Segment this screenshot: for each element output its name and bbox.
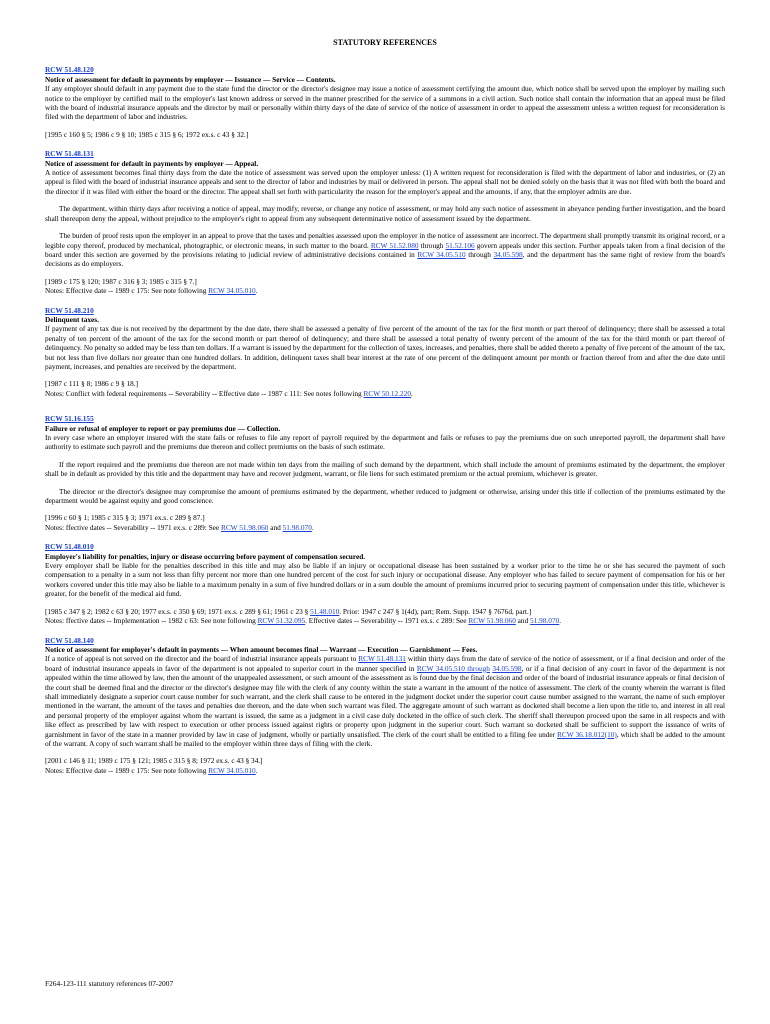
- notes-text: Notes: ffective dates -- Severability -- 1971 ex.s. c 289: See: [45, 522, 221, 532]
- notes-text: .: [255, 765, 258, 775]
- paragraph-text: , or if a final decision of any court in favor of the department is not appealed within the time allowed by law, then the amount of the unappealed assessment, or such amount of the assessment as is found due by the final decision and order of the board of industrial insurance appeals or final decision of the court shall be deemed final and the director or the director's designee may file with the clerk of any county within the state a warrant in the amount of the notice of assessment. The clerk of the county wherein the warrant is filed shall immediately designate a superior court cause number for such warrant, and the clerk shall cause to be entered in the judgment docket under the superior court cause number assigned to the warrant, the name of such employer mentioned in the warrant, the amount of the taxes and penalties due thereon, and the date when such warrant was filed. The aggregate amount of such warrant as docketed shall become a lien upon the title to, and interest in all real and personal property of the employer against whom the warrant is issued, the same as a judgment in a civil case duly docketed in the office of such clerk. The sheriff shall thereupon proceed upon the same in all respects and with like effect as prescribed by law with respect to execution or other process issued against rights or property upon judgment in the superior court. Such warrant so docketed shall be sufficient to support the issuance of writs of garnishment in favor of the state in a manner provided by law in case of judgment, wholly or partially unsatisfied. The clerk of the court shall be entitled to a filing fee under: [45, 663, 725, 739]
- notes-text: and: [268, 522, 283, 532]
- notes-text: . Effective dates -- Severability -- 1971 ex.s. c 289: See: [305, 616, 469, 626]
- rcw-link[interactable]: 51.48.010: [310, 606, 340, 616]
- section-paragraph: In every case where an employer insured with the state fails or refuses to file any report of payroll required by the department and fails or refuses to pay the premiums due on such unreported payroll, the department shall have authority to estimate such payroll and the premiums due thereon and collect premiums on the basis of such estimate.: [45, 433, 725, 452]
- history-note: [1996 c 60 § 1; 1985 c 315 § 3; 1971 ex.s. c 289 § 87.]: [45, 513, 205, 523]
- section-paragraph: The department, within thirty days after receiving a notice of appeal, may modify, reverse, or change any notice of assessment, or may hold any such notice of assessment in abeyance pending further investigation, and the board shall thereupon deny the appeal, without prejudice to the employer's right to appeal from any subsequent determinative notice of assessment issued by the department.: [45, 204, 725, 223]
- rcw-link[interactable]: RCW 51.16.155: [45, 414, 94, 424]
- section-paragraph: A notice of assessment becomes final thirty days from the date the notice of assessment was served upon the employer unless: (1) A written request for reconsideration is filed with the department of labor and industries, or (2) an appeal is filed with the board of industrial insurance appeals and sent to the director of labor and industries by mail or delivered in person. The appeal shall not be denied solely on the basis that it was not filed with both the board and the director if it was filed with either the board or the director. The appeal shall set forth with particularity the reason for the employer's appeal and the amounts, if any, that the employer admits are due.: [45, 168, 725, 196]
- section-paragraph: If the report required and the premiums due thereon are not made within ten days from the mailing of such demand by the department, which shall include the amount of premiums estimated by the department, the employer shall be in default as provided by this title and the department may have and recover judgment, warrant, or file liens for such estimated premium or the actual premium, whichever is greater.: [45, 459, 725, 479]
- notes-line: [45, 523, 725, 532]
- rcw-link[interactable]: 34.05.598: [492, 663, 522, 673]
- notes-text: .: [255, 286, 258, 296]
- rcw-link[interactable]: RCW 51.48.010: [45, 542, 94, 552]
- paragraph-text: within thirty days from the date of service of the notice of assessment, or if a final decision and order of the board of industrial insurance appeals in favor of the department is not appealed to superior court in the manner specified in: [45, 654, 725, 673]
- notes-text: Notes: Conflict with federal requirements -- Severability -- Effective date -- 1987 c 111: See notes following: [45, 388, 364, 398]
- section-paragraph: [45, 654, 725, 748]
- notes-text: Notes: Effective date -- 1989 c 175: See note following: [45, 765, 209, 775]
- section-rcw-51-48-010: [45, 542, 725, 625]
- section-rcw-51-48-140: [45, 636, 725, 776]
- history-note: [1989 c 175 § 120; 1987 c 316 § 3; 1985 c 315 § 7.]: [45, 276, 197, 286]
- section-rcw-51-48-131: [45, 149, 725, 295]
- notes-text: and: [515, 616, 531, 626]
- history-text: [1985 c 347 § 2; 1982 c 63 § 20; 1977 ex.s. c 350 § 69; 1971 ex.s. c 289 § 61; 1961 c 23 §: [45, 606, 311, 616]
- paragraph-text: through: [418, 240, 446, 250]
- paragraph-text: If a notice of appeal is not served on the director and the board of industrial insurance appeals pursuant to: [45, 654, 359, 664]
- page-footer: F264-123-111 statutory references 07-2007: [45, 979, 174, 988]
- history-note: [2001 c 146 § 11; 1989 c 175 § 121; 1985 c 315 § 8; 1972 ex.s. c 43 § 34.]: [45, 756, 263, 766]
- rcw-link[interactable]: RCW 34.05.010: [208, 765, 256, 775]
- section-paragraph: If payment of any tax due is not received by the department by the due date, there shall be assessed a penalty of five percent of the amount of the tax for the first month or part thereof of delinquency; there shall be assessed a total penalty of ten percent of the amount of the tax for the second month or part thereof of delinquency; and there shall be assessed a total penalty of twenty percent of the amount of the tax for the third month or part thereof of delinquency. No penalty so added may be less than ten dollars. If a warrant is issued by the department for the collection of taxes, increases, and penalties, there shall be added thereto a penalty of five percent of the amount of the tax, but not less than five dollars nor greater than one hundred dollars. In addition, delinquent taxes shall bear interest at the rate of one percent of the delinquent amount per month or fraction thereof from and after the due date until payment, increases, and penalties are received by the department.: [45, 324, 725, 371]
- rcw-link[interactable]: RCW 51.52.080: [370, 240, 419, 250]
- notes-text: .: [311, 522, 314, 532]
- section-paragraph: If any employer should default in any payment due to the state fund the director or the director's designee may issue a notice of assessment certifying the amount due, which notice shall be served upon the employer by mailing such notice to the employer by certified mail to the employer's last known address or served in the manner prescribed for the service of a summons in a civil action. Such notice shall contain the information that an appeal must be filed with the board of industrial insurance appeals and the director by mail or personally within thirty days of the date of service of the notice of assessment in order to appeal the assessment unless a written request for reconsideration is filed with the department of labor and industries.: [45, 84, 725, 122]
- rcw-link[interactable]: RCW 51.98.060: [220, 522, 269, 532]
- rcw-link[interactable]: 51.52.106: [445, 240, 475, 250]
- rcw-link[interactable]: RCW 51.32.095: [257, 616, 306, 626]
- section-paragraph: [45, 231, 725, 269]
- rcw-link[interactable]: 51.98.070: [530, 616, 560, 626]
- notes-line: [45, 286, 725, 295]
- paragraph-text: through: [465, 249, 494, 259]
- paragraph-text: The burden of proof rests upon the employer in an appeal to prove that the taxes and penalties assessed upon the employer in the notice of assessment are incorrect. The department shall promptly transmit its original record, or a legible copy thereof, produced by mechanical, photographic, or electronic means, in such matter to the board.: [45, 231, 725, 250]
- section-rcw-51-48-210: [45, 306, 725, 399]
- section-title: Notice of assessment for default in payments by employer — Issuance — Service — Contents.: [45, 74, 336, 84]
- page-title: STATUTORY REFERENCES: [333, 38, 437, 47]
- section-rcw-51-48-120: [45, 65, 725, 139]
- rcw-link[interactable]: RCW 51.98.060: [468, 616, 516, 626]
- notes-text: .: [559, 616, 562, 626]
- rcw-link[interactable]: RCW 34.05.510 through: [416, 663, 490, 673]
- paragraph-text: , which shall be added to the amount of the warrant. A copy of such warrant shall be mailed to the employer within three days of filing with the clerk.: [45, 729, 725, 748]
- rcw-link[interactable]: 51.98.070: [282, 522, 312, 532]
- notes-text: Notes: ffective dates -- Implementation -- 1982 c 63: See note following: [45, 616, 258, 626]
- rcw-link[interactable]: RCW 34.05.510: [417, 249, 466, 259]
- history-note: [45, 607, 725, 616]
- rcw-link[interactable]: RCW 50.12.220: [363, 388, 411, 398]
- section-title: Failure or refusal of employer to report or pay premiums due — Collection.: [45, 423, 281, 433]
- history-text: . Prior: 1947 c 247 § 1(4d), part; Rem. Supp. 1947 § 7676d, part.]: [339, 606, 532, 616]
- rcw-link[interactable]: RCW 51.48.120: [45, 65, 94, 75]
- notes-line: [45, 766, 725, 775]
- rcw-link[interactable]: RCW 36.18.012(10): [557, 729, 617, 739]
- rcw-link[interactable]: RCW 51.48.140: [45, 635, 94, 645]
- section-title: Employer's liability for penalties, injury or disease occurring before payment of compensation secured.: [45, 551, 366, 561]
- section-title: Delinquent taxes.: [45, 314, 99, 324]
- section-paragraph: Every employer shall be liable for the penalties described in this title and may also be liable if an injury or occupational disease has been sustained by a worker prior to the time he or she has secured the payment of such compensation to a penalty in a sum not less than fifty percent nor more than one hundred percent of the cost for such injury or occupational disease. Any employer who has failed to secure payment of compensation for his or her workers covered under this title may also be liable to a maximum penalty in a sum of five hundred dollars or in a sum double the amount of premiums incurred prior to securing payment of compensation under this title, whichever is greater, for the benefit of the medical aid fund.: [45, 561, 725, 599]
- section-title: Notice of assessment for default in payments by employer — Appeal.: [45, 158, 259, 168]
- paragraph-text: , and the department has the same right of review from the board's decisions as do employers.: [45, 249, 725, 269]
- rcw-link[interactable]: RCW 51.48.210: [45, 305, 94, 315]
- notes-text: Notes: Effective date -- 1989 c 175: See note following: [45, 286, 209, 296]
- rcw-link[interactable]: 34.05.598: [493, 249, 523, 259]
- document-page: [45, 38, 725, 785]
- rcw-link[interactable]: RCW 34.05.010: [208, 286, 256, 296]
- rcw-link[interactable]: RCW 51.48.131: [358, 654, 406, 664]
- paragraph-text: govern appeals under this section. Further appeals taken from a final decision of the board under this section are governed by the provisions relating to judicial review of administrative decisions contained in: [45, 240, 725, 259]
- history-note: [1987 c 111 § 8; 1986 c 9 § 18.]: [45, 379, 139, 389]
- notes-line: [45, 616, 725, 625]
- section-paragraph: The director or the director's designee may compromise the amount of premiums estimated by the department, whether reduced to judgment or otherwise, arising under this title if collection of the premiums estimated by the department would be against equity and good conscience.: [45, 486, 725, 506]
- section-rcw-51-16-155: [45, 414, 725, 532]
- notes-text: .: [410, 388, 413, 398]
- section-title: Notice of assessment for employer's default in payments — When amount becomes final — Warrant — Execution — Garnishment — Fees.: [45, 644, 478, 654]
- notes-line: [45, 389, 725, 398]
- rcw-link[interactable]: RCW 51.48.131: [45, 149, 94, 159]
- history-note: [1995 c 160 § 5; 1986 c 9 § 10; 1985 c 315 § 6; 1972 ex.s. c 43 § 32.]: [45, 129, 249, 139]
